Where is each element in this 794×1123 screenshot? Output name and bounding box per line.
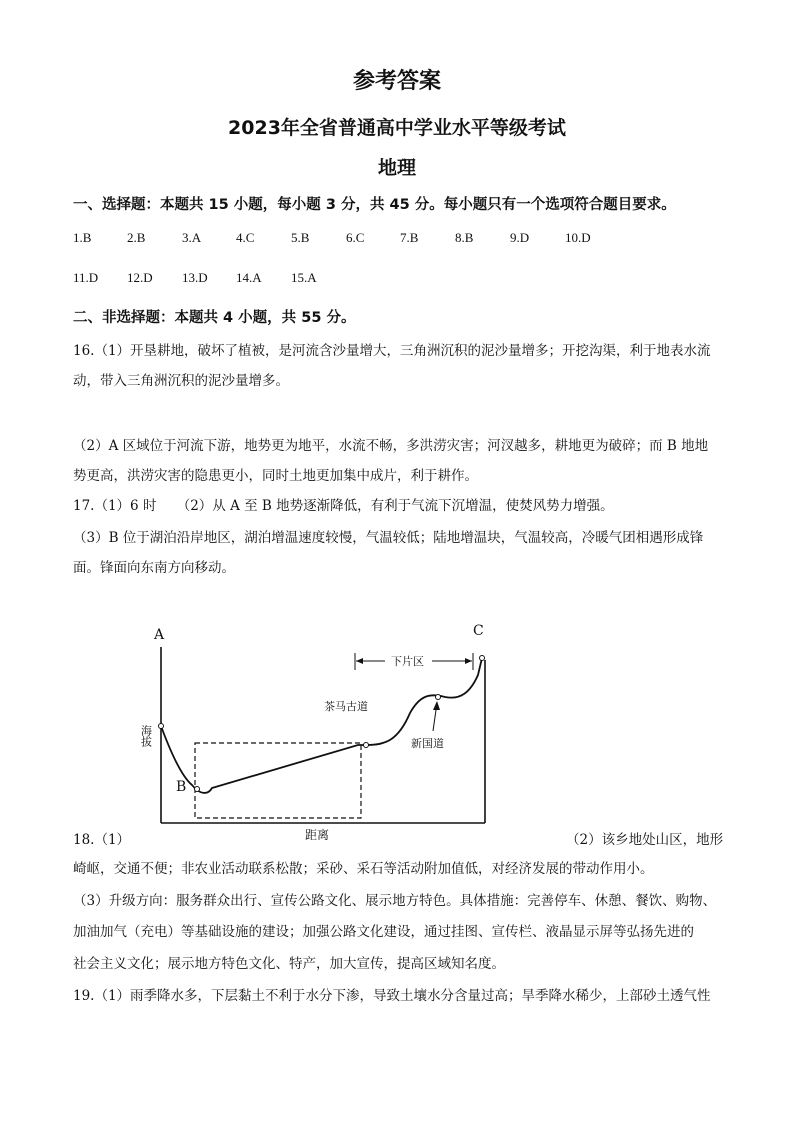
- answer: 4.C: [236, 230, 255, 245]
- subject-title: 地理: [377, 157, 416, 179]
- answer-line: 面。锋面向东南方向移动。: [73, 560, 235, 576]
- answer-line: 社会主义文化；展示地方特色文化、特产，加大宣传，提高区域知名度。: [73, 956, 505, 972]
- terrain-profile-diagram: [140, 615, 500, 830]
- label-b: B: [176, 779, 187, 795]
- answer-line: （2）A 区域位于河流下游，地势更为地平，水流不畅，多洪涝灾害；河汊越多，耕地更为破碎；而 B 地地: [73, 438, 709, 454]
- point-c: [480, 656, 485, 661]
- answer-line: 崎岖，交通不便；非农业活动联系松散；采砂、采石等活动附加值低，对经济发展的带动作用小。: [73, 861, 654, 877]
- answer: 3.A: [182, 230, 202, 245]
- dashed-box: [195, 743, 361, 818]
- answer-line: （3）升级方向：服务群众出行、宣传公路文化、展示地方特色。具体措施：完善停车、休憩、餐饮、购物、: [73, 893, 717, 909]
- point-old-road: [364, 743, 369, 748]
- point-a: [159, 724, 164, 729]
- answer: 5.B: [291, 230, 310, 245]
- label-new-road: 新国道: [411, 737, 444, 750]
- answer-line: 势更高，洪涝灾害的隐患更小，同时土地更加集中成片，利于耕作。: [73, 468, 478, 484]
- answer-line: （2）该乡地处山区，地形: [566, 832, 724, 848]
- answer: 10.D: [565, 230, 591, 245]
- arrowhead-right-icon: [465, 658, 472, 664]
- answer: 1.B: [73, 230, 92, 245]
- point-new-road: [436, 695, 441, 700]
- answer-line: 16.（1）开垦耕地，破坏了植被，是河流含沙量增大，三角洲沉积的泥沙量增多；开挖沟渠，利于地表水流: [73, 343, 711, 359]
- answer: 11.D: [73, 270, 99, 285]
- x-axis-label: 距离: [305, 828, 330, 842]
- answer: 14.A: [236, 270, 262, 285]
- label-c: C: [473, 623, 484, 639]
- pointer-arrowhead-icon: [433, 701, 440, 710]
- label-old-road: 茶马古道: [324, 700, 368, 713]
- answer: 13.D: [182, 270, 208, 285]
- answer-line: 加油加气（充电）等基础设施的建设；加强公路文化建设，通过挂图、宣传栏、液晶显示屏等弘扬先进的: [73, 924, 694, 940]
- answer-line: 17.（1）6 时 （2）从 A 至 B 地势逐渐降低，有利于气流下沉增温，使焚风势力增强。: [73, 498, 614, 514]
- label-a: A: [154, 627, 165, 643]
- arrowhead-left-icon: [356, 658, 363, 664]
- answer-line: 19.（1）雨季降水多，下层黏土不利于水分下渗，导致土壤水分含量过高；旱季降水稀少，上部砂土透气性: [73, 988, 711, 1004]
- page-title: 参考答案: [352, 69, 441, 94]
- section-heading-open: 二、非选择题：本题共 4 小题，共 55 分。: [73, 310, 356, 326]
- answer: 9.D: [510, 230, 530, 245]
- answer: 6.C: [346, 230, 365, 245]
- exam-title: 2023年全省普通高中学业水平等级考试: [228, 117, 566, 139]
- answer: 12.D: [127, 270, 153, 285]
- answer: 8.B: [455, 230, 474, 245]
- answer-line: 动，带入三角洲沉积的泥沙量增多。: [73, 373, 289, 389]
- answer: 15.A: [291, 270, 317, 285]
- answer-line: 18.（1）: [73, 832, 131, 848]
- section-heading-choice: 一、选择题：本题共 15 小题，每小题 3 分，共 45 分。每小题只有一个选项符合题目要求。: [73, 197, 676, 213]
- answer: 7.B: [400, 230, 419, 245]
- answer: 2.B: [127, 230, 146, 245]
- label-region: 下片区: [391, 655, 424, 668]
- answer-line: （3）B 位于湖泊沿岸地区，湖泊增温速度较慢，气温较低；陆地增温块，气温较高，冷暖气团相遇形成锋: [73, 530, 704, 546]
- y-axis-label: 海拔: [140, 725, 153, 747]
- point-b: [195, 787, 200, 792]
